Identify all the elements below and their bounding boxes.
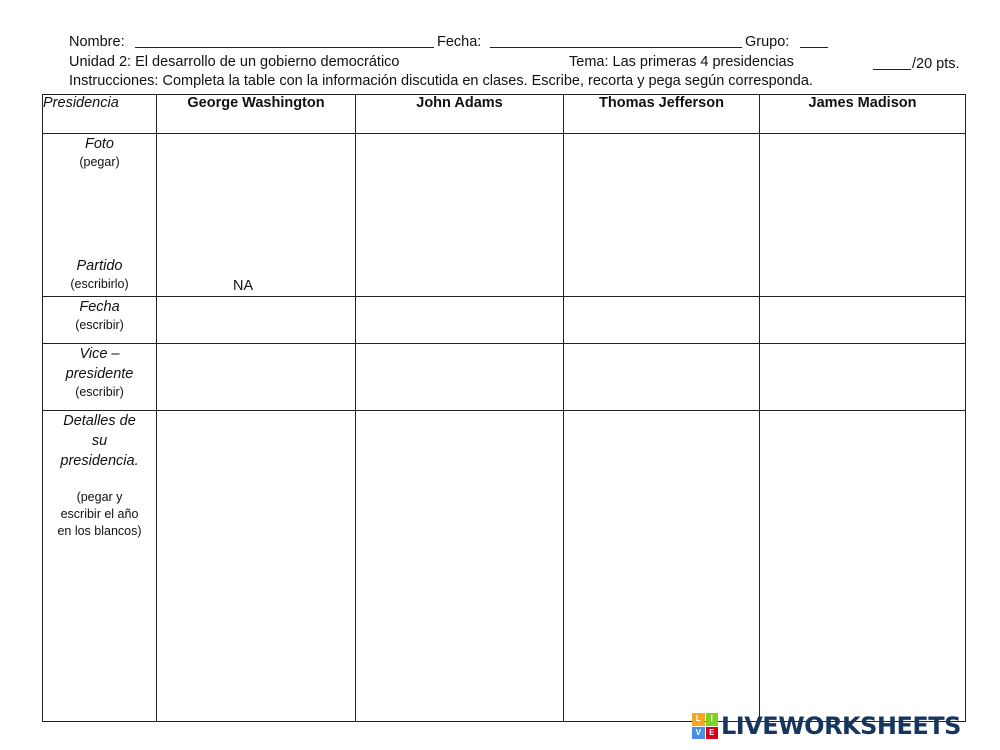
nombre-blank[interactable]	[135, 33, 434, 55]
table-row-fecha	[43, 297, 966, 344]
partido-note: (escribirlo)	[70, 277, 129, 291]
fecha-label: Fecha:	[437, 34, 482, 50]
cell-washington-detalles[interactable]	[157, 411, 356, 722]
president-madison: James Madison	[760, 95, 966, 134]
vice-label-2: presidente	[65, 366, 134, 382]
row-label-vice	[43, 344, 157, 411]
washington-partido-value: NA	[233, 278, 254, 294]
instrucciones-text: Instrucciones: Completa la table con la información discutida en clases. Escribe, recorta y pega según corresponda.	[69, 73, 813, 89]
cell-jefferson-fecha[interactable]	[564, 297, 760, 344]
cell-adams-fecha[interactable]	[356, 297, 564, 344]
logo-mark-i: I	[706, 713, 719, 726]
unidad-text: Unidad 2: El desarrollo de un gobierno democrático	[69, 53, 400, 70]
table-row-detalles	[43, 411, 966, 722]
table-header-row	[43, 95, 966, 134]
header-line-1	[69, 33, 969, 53]
vice-label-1: Vice –	[79, 346, 120, 362]
presidencias-table	[42, 94, 966, 722]
detalles-note-1: (pegar y	[76, 490, 123, 504]
puntos-text: /20 pts.	[912, 55, 960, 72]
table-row-foto-partido	[43, 134, 966, 297]
logo-text: LIVEWORKSHEETS	[721, 712, 961, 740]
row-label-foto-partido	[43, 134, 157, 297]
president-washington: George Washington	[157, 95, 356, 134]
foto-note: (pegar)	[79, 155, 120, 169]
vice-note: (escribir)	[75, 385, 124, 399]
partido-label-group	[43, 256, 156, 293]
cell-adams-foto[interactable]	[356, 134, 564, 297]
worksheet-header	[69, 33, 969, 92]
grupo-blank[interactable]	[800, 33, 828, 55]
grupo-label: Grupo:	[745, 34, 790, 50]
corner-label: Presidencia	[43, 95, 157, 134]
cell-adams-detalles[interactable]	[356, 411, 564, 722]
tema-text: Tema: Las primeras 4 presidencias	[569, 53, 794, 70]
cell-madison-vice[interactable]	[760, 344, 966, 411]
logo-mark-l: L	[692, 713, 705, 726]
detalles-label-2: su	[91, 433, 108, 449]
row-label-fecha	[43, 297, 157, 344]
president-jefferson: Thomas Jefferson	[564, 95, 760, 134]
detalles-label-1: Detalles de	[63, 413, 136, 429]
foto-label: Foto	[84, 136, 114, 152]
header-line-2	[69, 53, 969, 73]
fecha-row-label: Fecha	[79, 299, 120, 315]
cell-washington-foto[interactable]	[157, 134, 356, 297]
liveworksheets-logo	[692, 712, 961, 740]
cell-washington-vice[interactable]	[157, 344, 356, 411]
cell-madison-fecha[interactable]	[760, 297, 966, 344]
partido-label: Partido	[76, 258, 123, 274]
detalles-note-2: escribir el año	[60, 507, 139, 521]
president-adams: John Adams	[356, 95, 564, 134]
row-label-detalles	[43, 411, 157, 722]
cell-jefferson-detalles[interactable]	[564, 411, 760, 722]
logo-mark-v: V	[692, 727, 705, 740]
cell-madison-foto[interactable]	[760, 134, 966, 297]
cell-adams-vice[interactable]	[356, 344, 564, 411]
cell-madison-detalles[interactable]	[760, 411, 966, 722]
cell-washington-fecha[interactable]	[157, 297, 356, 344]
header-line-3	[69, 72, 969, 92]
cell-jefferson-vice[interactable]	[564, 344, 760, 411]
nombre-label: Nombre:	[69, 34, 125, 50]
table-row-vice	[43, 344, 966, 411]
fecha-blank[interactable]	[490, 33, 742, 55]
fecha-row-note: (escribir)	[75, 318, 124, 332]
logo-mark-e: E	[706, 727, 719, 740]
cell-jefferson-foto[interactable]	[564, 134, 760, 297]
detalles-label-3: presidencia.	[60, 453, 139, 469]
liveworksheets-mark-icon	[692, 713, 718, 739]
detalles-note-3: en los blancos)	[57, 524, 142, 538]
